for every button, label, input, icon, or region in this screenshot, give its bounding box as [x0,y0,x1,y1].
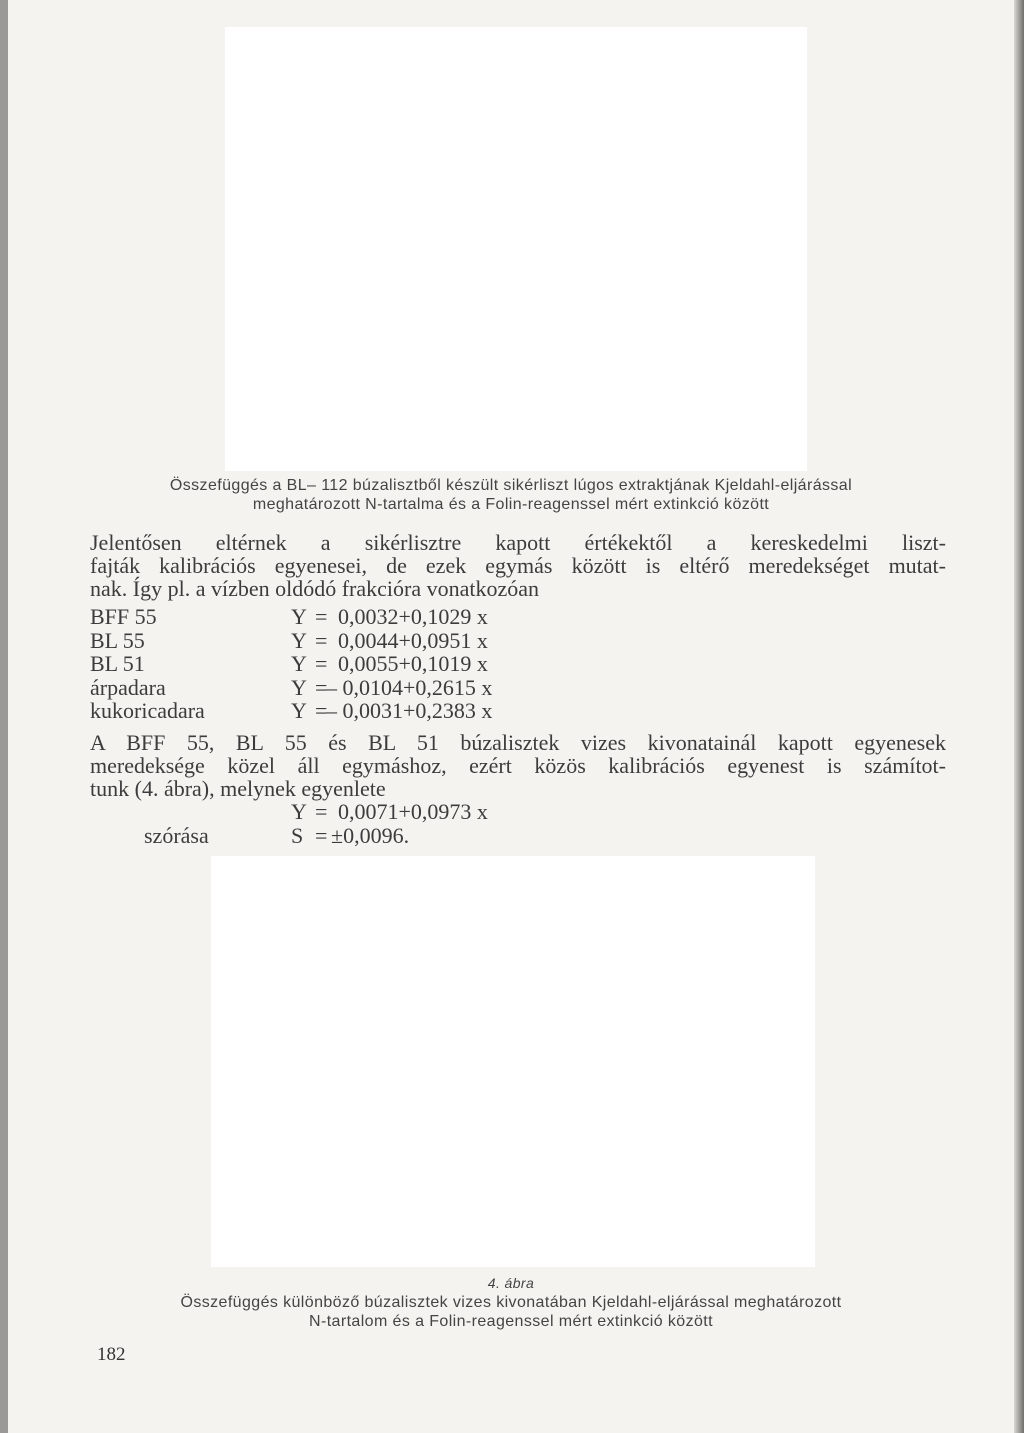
variable: Y [291,674,307,700]
figure-caption-bottom [8,1274,1014,1331]
caption-line: Összefüggés a BL– 112 búzalisztből készült sikérliszt lúgos extraktjának Kjeldahl-eljárással [169,477,853,494]
paragraph-conclusion [90,731,946,800]
equals-sign: = [315,604,328,629]
equation-value: – 0,0031+0,2383 x [326,698,493,723]
figure-caption-top [8,476,1014,514]
paragraph-intro [90,531,946,600]
caption-line: meghatározott N-tartalma és a Folin-reagenssel mért extinkció között [252,496,770,513]
variable: Y [291,627,307,653]
figure-placeholder-bottom [211,856,815,1267]
equals-sign: = [315,799,328,824]
caption-line: Összefüggés különböző búzalisztek vizes kivonatában Kjeldahl-eljárással meghatározott [180,1294,842,1311]
equals-sign: = [315,698,328,723]
caption-line: N-tartalom és a Folin-reagenssel mért extinkció között [309,1313,713,1330]
flour-type: BL 51 [90,651,145,676]
equation-value: 0,0032+0,1029 x [338,604,488,629]
equation-value: 0,0055+0,1019 x [338,651,488,676]
equation-value: – 0,0104+0,2615 x [326,674,493,700]
paragraph-line: fajták kalibrációs egyenesei, de ezek egymás között is eltérő meredekséget mutat- [90,553,946,578]
flour-type: BL 55 [90,627,145,653]
page-number: 182 [97,1344,126,1365]
paragraph-line: tunk (4. ábra), melynek egyenlete [90,776,386,801]
book-page [8,0,1014,1433]
equals-sign: = [315,822,328,848]
variable: S [291,822,304,848]
paragraph-line: A BFF 55, BL 55 és BL 51 búzalisztek vizes kivonatainál kapott egyenesek [90,730,946,755]
paragraph-line: nak. Így pl. a vízben oldódó frakcióra vonatkozóan [90,576,540,601]
paragraph-line: Jelentősen eltérnek a sikérlisztre kapott értékektől a kereskedelmi liszt- [90,530,946,555]
variable: Y [291,799,307,824]
equals-sign: = [315,627,328,653]
flour-type: BFF 55 [90,604,157,629]
flour-type: kukoricadara [90,698,205,723]
equation-value: ±0,0096. [331,822,410,848]
equation-value: 0,0044+0,0951 x [338,627,488,653]
equation-value: 0,0071+0,0973 x [338,799,488,824]
flour-type: árpadara [90,674,166,700]
row-label: szórása [144,822,209,848]
figure-number: 4. ábra [487,1275,535,1291]
equals-sign: = [315,674,328,700]
variable: Y [291,604,307,629]
figure-placeholder-top [225,27,807,471]
variable: Y [291,651,307,676]
page-edge-shadow [1014,0,1024,1433]
equals-sign: = [315,651,328,676]
paragraph-line: meredeksége közel áll egymáshoz, ezért közös kalibrációs egyenest is számítot- [90,753,946,778]
variable: Y [291,698,307,723]
